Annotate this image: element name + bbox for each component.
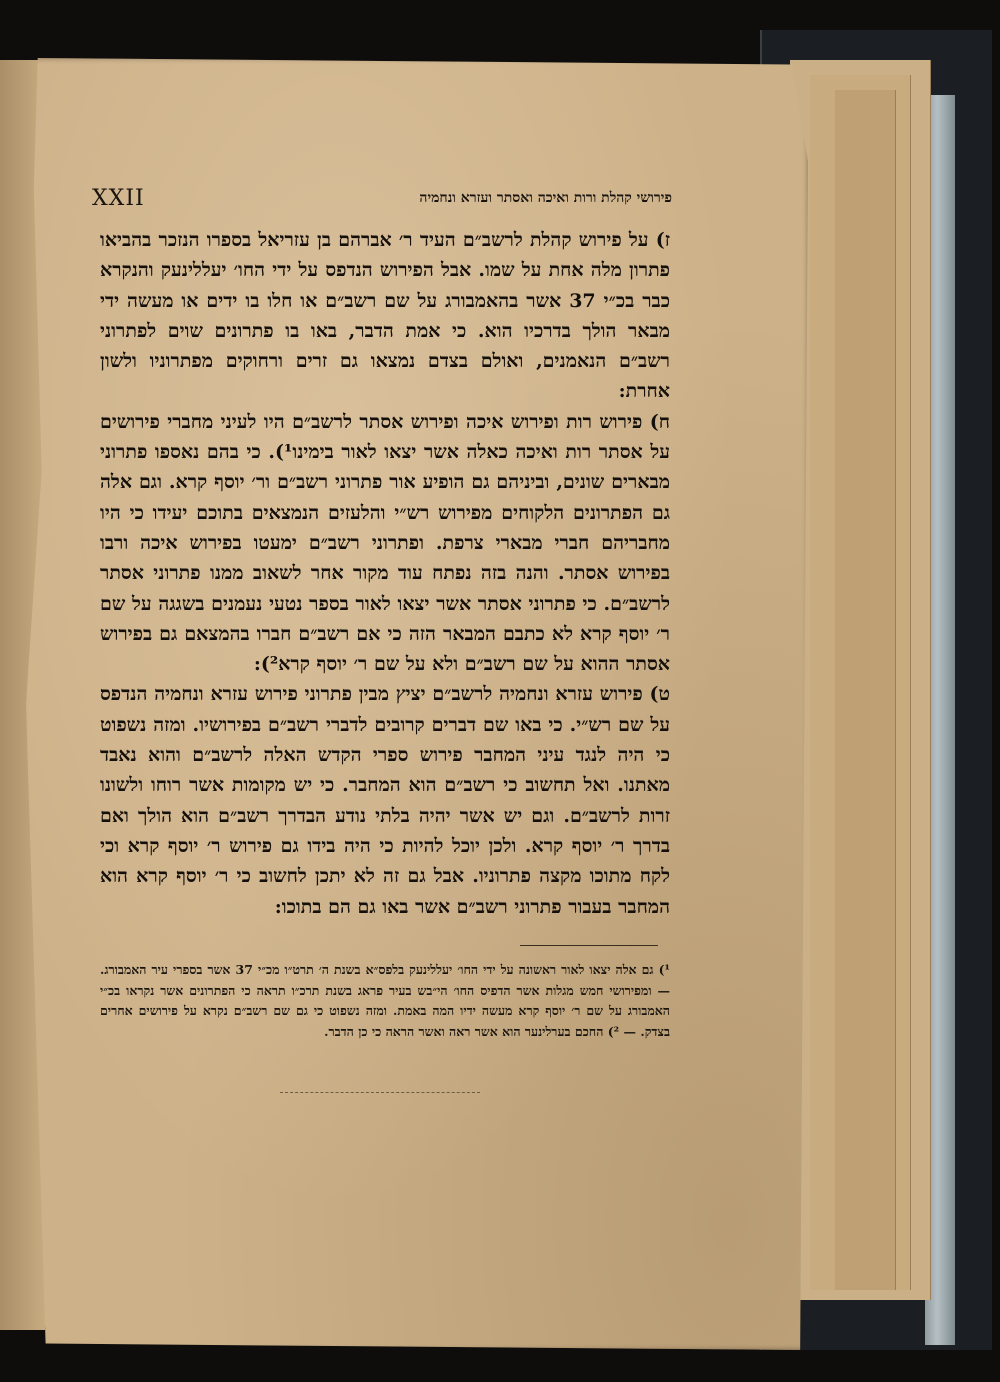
section-paragraph: ח) פירוש רות ופירוש איכה ופירוש אסתר לרשב״ם היו לעיני מחברי פירושים על אסתר רות ואיכה כאלה אשר יצאו לאור בימינו¹). כי בהם נאספו פתרוני מבארים שונים, וביניהם גם הופיע אור פתרוני רשב״ם ור׳ יוסף קרא. וגם אלה גם הפתרונים הלקוחים מפירוש רש״י והלעזים הנמצאים בתוכם יעידו כי היו מחבריהם חברי מבארי צרפת. ופתרוני רשב״ם ימעטו בפירוש איכה ורבו בפירוש אסתר. והנה בזה נפתח עוד מקור אחר לשאוב ממנו פתרוני אסתר לרשב״ם. כי פתרוני אסתר אשר יצאו לאור בספר נטעי נעמנים בשגגה על שם ר׳ יוסף קרא לא כתבם המבאר הזה כי אם רשב״ם חברו בהמצאם גם בפירוש אסתר ההוא על שם רשב״ם ולא על שם ר׳ יוסף קרא²): — [100, 410, 670, 676]
main-text — [100, 225, 670, 922]
footnote-rule — [520, 945, 658, 946]
page-stack-edge — [835, 90, 896, 1290]
section-paragraph: ז) על פירוש קהלת לרשב״ם העיד ר׳ אברהם בן עזריאל בספרו הנזכר בהביאו פתרון מלה אחת על שמו. אבל הפירוש הנדפס על ידי החו׳ יעללינעק והנקרא כבר בכ״י 37 אשר בהאמבורג על שם רשב״ם או חלו בו ידים או מעשה ידי מבאר הולך בדרכיו הוא. כי אמת הדבר, באו בו פתרונים שוים לפתרוני רשב״ם הנאמנים, ואולם בצדם נמצאו גם זרים ורחוקים מפתרוניו ולשון אחרת: — [100, 229, 670, 403]
running-head: פירושי קהלת ורות ואיכה ואסתר ועזרא ונחמיה — [419, 189, 672, 206]
end-rule — [280, 1092, 480, 1093]
section-paragraph: ט) פירוש עזרא ונחמיה לרשב״ם יציץ מבין פתרוני פירוש עזרא ונחמיה הנדפס על שם רש״י. כי באו שם דברים קרובים לדברי רשב״ם בפירושיו. ומזה נשפוט כי היה לנגד עיני המחבר פירוש ספרי הקדש האלה לרשב״ם והוא נאבד מאתנו. ואל תחשוב כי רשב״ם הוא המחבר. כי יש מקומות אשר רוחו ולשונו זרות לרשב״ם. וגם יש אשר יהיה בלתי נודע הבדרך רשב״ם הוא הולך ואם בדרך ר׳ יוסף קרא. ולכן יוכל להיות כי היה בידו גם פירוש ר׳ יוסף קרא וכי לקח מתוכו מקצה פתרוניו. אבל גם זה לא יתכן לחשוב כי ר׳ יוסף קרא הוא המחבר בעבור פתרוני רשב״ם אשר באו גם הם בתוכו: — [100, 683, 670, 918]
footnotes — [100, 960, 670, 1042]
page-number: XXII — [92, 185, 145, 211]
footnote-text: ¹) גם אלה יצאו לאור ראשונה על ידי החו׳ יעללינעק בלפס״א בשנת ה׳ תרט״ו מכ״י 37 אשר בספרי עיר האמבורג. — ומפירושי חמש מגלות אשר הדפיס החו׳ הי״בש בעיר פראג בשנת תרכ״ו תראה כי הפתרונים אשר נקראו בכ״י האמבורג על שם ר׳ יוסף קרא מעשה ידיו המה באמת. ומזה נשפוט כי גם שם רשב״ם נקרא על פירושים אחרים בצדק. — ²) החכם בערלינער הוא אשר ראה ואשר הראה כי כן הדבר. — [100, 962, 670, 1039]
page-header — [92, 183, 672, 213]
